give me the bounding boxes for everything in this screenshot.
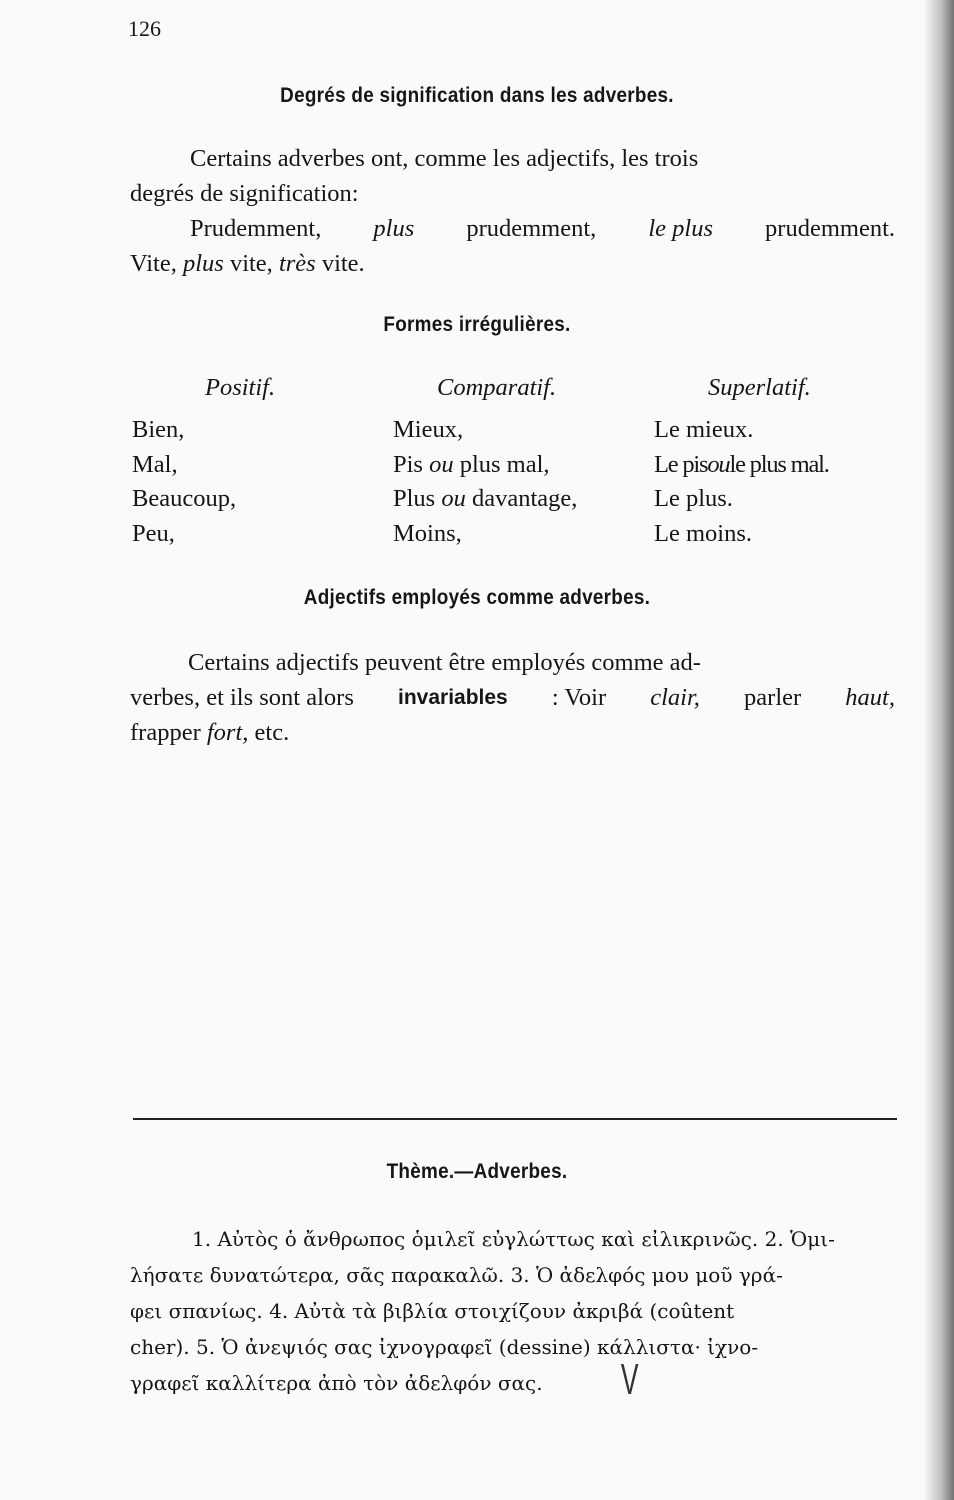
header-positif: Positif.: [205, 374, 276, 401]
row2-positif: Mal,: [132, 451, 178, 478]
adjectifs-line-2: [130, 680, 895, 715]
ex2-b: plus: [182, 250, 224, 277]
page-edge-shadow: [924, 0, 954, 1500]
greek-line-4-text: cher). 5. Ὁ ἀνεψιός σας ἰχνογραφεῖ (dessine) κάλλιστα· ἰχνο-: [130, 1335, 759, 1359]
adj-haut: haut,: [845, 684, 895, 711]
handwritten-mark: V: [620, 1355, 639, 1404]
ex1-b: plus: [373, 215, 415, 242]
ex1-a: Prudemment,: [190, 215, 322, 242]
paragraph-degres: [130, 141, 895, 281]
ex1-d: le plus: [648, 215, 713, 242]
row2-sup-c: le plus mal.: [729, 451, 829, 478]
adjectifs-line-1: [130, 645, 895, 680]
adj-parler: parler: [744, 684, 802, 711]
ex2-c: vite,: [229, 250, 273, 277]
row4-positif: Peu,: [132, 520, 175, 547]
row1-comparatif: Mieux,: [393, 416, 464, 443]
ex1-e: prudemment.: [765, 215, 895, 242]
adj-etc: etc.: [254, 719, 290, 746]
row2-sup-b: ou: [707, 451, 730, 478]
heading-degres: Degrés de signification dans les adverbes.: [280, 84, 674, 107]
row3-superlatif: Le plus.: [654, 485, 733, 512]
horizontal-rule: [133, 1118, 897, 1120]
row4-superlatif: Le moins.: [654, 520, 752, 547]
ex2-d: très: [278, 250, 316, 277]
header-comparatif: Comparatif.: [437, 374, 557, 401]
heading-theme-adverbes: Thème.—Adverbes.: [386, 1160, 568, 1183]
row2-comp-b: ou: [429, 451, 454, 478]
greek-line-5: γραφεῖ καλλίτερα ἀπὸ τὸν ἀδελφόν σας.: [130, 1371, 543, 1395]
greek-line-4: [130, 1329, 898, 1365]
row3-positif: Beaucoup,: [132, 485, 237, 512]
row2-comp-a: Pis: [393, 451, 423, 478]
degres-line-1-text: Certains adverbes ont, comme les adjectifs, les trois: [190, 145, 699, 172]
adj-invariables: invariables: [398, 686, 508, 709]
row2-comparatif: [393, 451, 550, 479]
row2-comp-c: plus mal,: [459, 451, 550, 478]
adj-line2-a: verbes, et ils sont alors: [130, 684, 354, 711]
greek-exercise: [130, 1221, 898, 1401]
greek-line-1: [130, 1221, 898, 1257]
adj-frapper: frapper: [130, 719, 201, 746]
header-superlatif: Superlatif.: [708, 374, 811, 401]
greek-line-3-text: φει σπανίως. 4. Αὐτὰ τὰ βιβλία στοιχίζουν ἀκριβά (coûtent: [130, 1299, 735, 1323]
row2-superlatif: [654, 451, 829, 479]
paragraph-adjectifs: [130, 645, 895, 750]
row1-superlatif: Le mieux.: [654, 416, 754, 443]
adjectifs-line-3: [130, 715, 895, 750]
adj-fort: fort,: [206, 719, 249, 746]
ex2-e: vite.: [321, 250, 365, 277]
adj-line2-c: : Voir: [551, 684, 607, 711]
row3-comp-c: davantage,: [471, 485, 578, 512]
row3-comp-b: ou: [441, 485, 466, 512]
row2-sup-a: Le pis: [654, 451, 708, 478]
greek-line-3: [130, 1293, 898, 1329]
row3-comp-a: Plus: [393, 485, 436, 512]
row1-positif: Bien,: [132, 416, 185, 443]
adj-clair: clair,: [650, 684, 700, 711]
example-vite: [130, 246, 895, 281]
page-number: 126: [128, 16, 161, 41]
greek-line-1-text: 1. Αὐτὸς ὁ ἄνθρωπος ὁμιλεῖ εὐγλώττως καὶ εἰλικρινῶς. 2. Ὁμι-: [192, 1227, 835, 1251]
heading-adjectifs-adverbes: Adjectifs employés comme adverbes.: [303, 586, 651, 609]
row3-comparatif: [393, 485, 577, 513]
example-prudemment: [130, 211, 895, 246]
greek-line-2: [130, 1257, 898, 1293]
adjectifs-line-1-text: Certains adjectifs peuvent être employés comme ad-: [188, 649, 701, 676]
greek-line-2-text: λήσατε δυνατώτερα, σᾶς παρακαλῶ. 3. Ὁ ἀδελφός μου μοῦ γρά-: [130, 1263, 783, 1287]
ex1-c: prudemment,: [466, 215, 597, 242]
degres-line-1: [130, 141, 895, 176]
heading-formes-irregulieres: Formes irrégulières.: [383, 313, 571, 336]
ex2-a: Vite,: [130, 250, 177, 277]
degres-line-2: degrés de signification:: [130, 180, 359, 207]
row4-comparatif: Moins,: [393, 520, 462, 547]
